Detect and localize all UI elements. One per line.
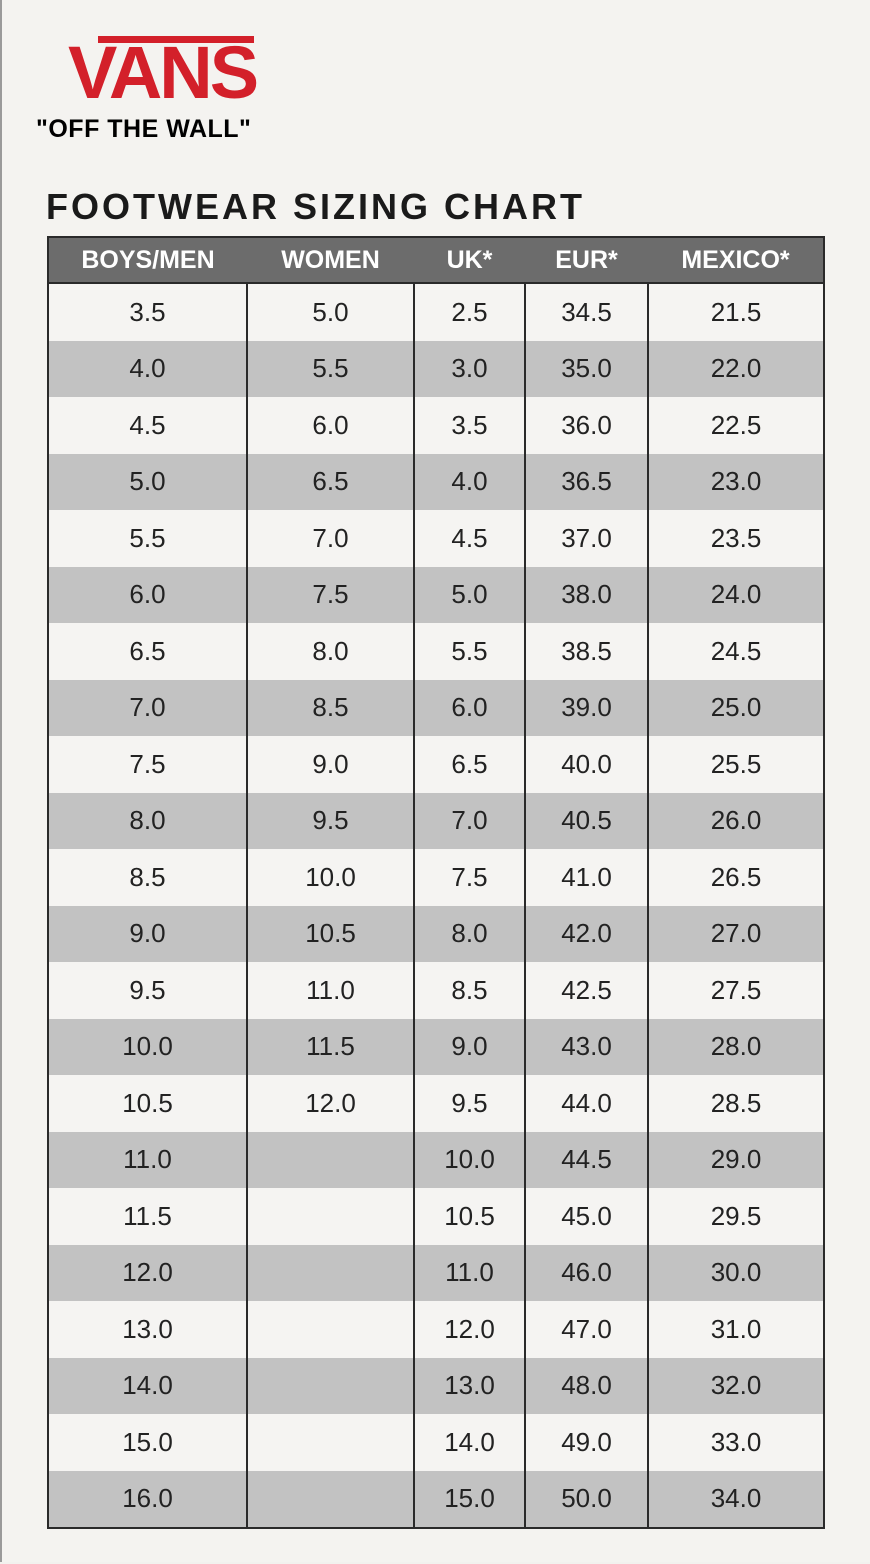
cell-uk: 9.0: [414, 1019, 525, 1076]
cell-mexico: 22.0: [648, 341, 824, 398]
cell-uk: 4.0: [414, 454, 525, 511]
cell-women: 5.0: [247, 283, 414, 341]
cell-uk: 6.5: [414, 736, 525, 793]
table-row: [48, 1358, 824, 1415]
cell-uk: 2.5: [414, 283, 525, 341]
cell-eur: 38.5: [525, 623, 648, 680]
cell-eur: 39.0: [525, 680, 648, 737]
table-row: [48, 454, 824, 511]
column-header-eur: EUR*: [525, 237, 648, 283]
cell-eur: 50.0: [525, 1471, 648, 1529]
table-row: [48, 1414, 824, 1471]
table-row: [48, 1471, 824, 1529]
cell-eur: 34.5: [525, 283, 648, 341]
table-row: [48, 849, 824, 906]
cell-mexico: 33.0: [648, 1414, 824, 1471]
cell-women: 7.5: [247, 567, 414, 624]
cell-mexico: 32.0: [648, 1358, 824, 1415]
cell-boys-men: 16.0: [48, 1471, 247, 1529]
table-row: [48, 397, 824, 454]
cell-boys-men: 3.5: [48, 283, 247, 341]
cell-women: 5.5: [247, 341, 414, 398]
cell-uk: 3.0: [414, 341, 525, 398]
cell-mexico: 24.5: [648, 623, 824, 680]
cell-eur: 38.0: [525, 567, 648, 624]
vans-logo-mark: [68, 30, 258, 106]
cell-boys-men: 12.0: [48, 1245, 247, 1302]
vans-logo: [68, 30, 258, 110]
cell-women: 11.0: [247, 962, 414, 1019]
table-row: [48, 793, 824, 850]
cell-boys-men: 6.5: [48, 623, 247, 680]
cell-eur: 42.0: [525, 906, 648, 963]
cell-boys-men: 8.5: [48, 849, 247, 906]
cell-women: 8.0: [247, 623, 414, 680]
cell-uk: 3.5: [414, 397, 525, 454]
cell-women: [247, 1301, 414, 1358]
cell-eur: 49.0: [525, 1414, 648, 1471]
cell-boys-men: 7.5: [48, 736, 247, 793]
cell-mexico: 24.0: [648, 567, 824, 624]
cell-eur: 45.0: [525, 1188, 648, 1245]
sizing-table: [47, 236, 825, 1529]
table-row: [48, 623, 824, 680]
cell-mexico: 25.5: [648, 736, 824, 793]
cell-boys-men: 5.5: [48, 510, 247, 567]
cell-eur: 40.0: [525, 736, 648, 793]
cell-women: [247, 1132, 414, 1189]
cell-mexico: 28.5: [648, 1075, 824, 1132]
cell-eur: 36.0: [525, 397, 648, 454]
cell-uk: 14.0: [414, 1414, 525, 1471]
cell-eur: 44.0: [525, 1075, 648, 1132]
cell-mexico: 34.0: [648, 1471, 824, 1529]
cell-boys-men: 14.0: [48, 1358, 247, 1415]
table-row: [48, 962, 824, 1019]
cell-mexico: 28.0: [648, 1019, 824, 1076]
table-row: [48, 1132, 824, 1189]
cell-mexico: 25.0: [648, 680, 824, 737]
cell-boys-men: 15.0: [48, 1414, 247, 1471]
cell-mexico: 29.5: [648, 1188, 824, 1245]
cell-women: 9.0: [247, 736, 414, 793]
cell-women: 12.0: [247, 1075, 414, 1132]
table-row: [48, 906, 824, 963]
cell-boys-men: 8.0: [48, 793, 247, 850]
cell-boys-men: 6.0: [48, 567, 247, 624]
table-row: [48, 1301, 824, 1358]
cell-mexico: 22.5: [648, 397, 824, 454]
cell-boys-men: 13.0: [48, 1301, 247, 1358]
cell-women: [247, 1188, 414, 1245]
cell-women: 6.0: [247, 397, 414, 454]
cell-women: 7.0: [247, 510, 414, 567]
cell-uk: 6.0: [414, 680, 525, 737]
cell-mexico: 26.0: [648, 793, 824, 850]
table-row: [48, 341, 824, 398]
cell-mexico: 27.5: [648, 962, 824, 1019]
cell-mexico: 26.5: [648, 849, 824, 906]
cell-women: 11.5: [247, 1019, 414, 1076]
cell-women: [247, 1414, 414, 1471]
table-row: [48, 567, 824, 624]
cell-eur: 40.5: [525, 793, 648, 850]
cell-uk: 15.0: [414, 1471, 525, 1529]
tagline: "OFF THE WALL": [36, 115, 252, 143]
table-row: [48, 283, 824, 341]
cell-uk: 8.5: [414, 962, 525, 1019]
cell-boys-men: 4.0: [48, 341, 247, 398]
cell-eur: 48.0: [525, 1358, 648, 1415]
cell-mexico: 23.5: [648, 510, 824, 567]
table-row: [48, 680, 824, 737]
table-row: [48, 510, 824, 567]
column-header-boys-men: BOYS/MEN: [48, 237, 247, 283]
cell-uk: 12.0: [414, 1301, 525, 1358]
cell-mexico: 31.0: [648, 1301, 824, 1358]
cell-mexico: 23.0: [648, 454, 824, 511]
cell-eur: 37.0: [525, 510, 648, 567]
cell-boys-men: 10.0: [48, 1019, 247, 1076]
table-row: [48, 736, 824, 793]
cell-women: 10.5: [247, 906, 414, 963]
column-header-women: WOMEN: [247, 237, 414, 283]
cell-mexico: 27.0: [648, 906, 824, 963]
cell-mexico: 29.0: [648, 1132, 824, 1189]
cell-uk: 7.0: [414, 793, 525, 850]
cell-uk: 5.5: [414, 623, 525, 680]
cell-uk: 9.5: [414, 1075, 525, 1132]
cell-mexico: 30.0: [648, 1245, 824, 1302]
cell-eur: 42.5: [525, 962, 648, 1019]
cell-eur: 36.5: [525, 454, 648, 511]
cell-uk: 8.0: [414, 906, 525, 963]
cell-boys-men: 9.0: [48, 906, 247, 963]
cell-women: 6.5: [247, 454, 414, 511]
cell-uk: 10.5: [414, 1188, 525, 1245]
table-row: [48, 1188, 824, 1245]
table-header-row: [48, 237, 824, 283]
cell-eur: 46.0: [525, 1245, 648, 1302]
cell-boys-men: 4.5: [48, 397, 247, 454]
cell-boys-men: 5.0: [48, 454, 247, 511]
cell-women: [247, 1245, 414, 1302]
cell-boys-men: 10.5: [48, 1075, 247, 1132]
table-row: [48, 1245, 824, 1302]
cell-uk: 10.0: [414, 1132, 525, 1189]
cell-boys-men: 9.5: [48, 962, 247, 1019]
cell-women: [247, 1471, 414, 1529]
cell-boys-men: 7.0: [48, 680, 247, 737]
table-body: [48, 283, 824, 1528]
vans-logo-text: VANS: [68, 31, 257, 106]
cell-boys-men: 11.5: [48, 1188, 247, 1245]
cell-eur: 35.0: [525, 341, 648, 398]
column-header-uk: UK*: [414, 237, 525, 283]
page-title: FOOTWEAR SIZING CHART: [46, 186, 585, 227]
cell-uk: 13.0: [414, 1358, 525, 1415]
cell-uk: 11.0: [414, 1245, 525, 1302]
cell-eur: 41.0: [525, 849, 648, 906]
cell-women: 8.5: [247, 680, 414, 737]
cell-eur: 43.0: [525, 1019, 648, 1076]
cell-boys-men: 11.0: [48, 1132, 247, 1189]
cell-eur: 47.0: [525, 1301, 648, 1358]
cell-uk: 5.0: [414, 567, 525, 624]
cell-women: [247, 1358, 414, 1415]
cell-uk: 4.5: [414, 510, 525, 567]
cell-women: 10.0: [247, 849, 414, 906]
cell-women: 9.5: [247, 793, 414, 850]
table-row: [48, 1019, 824, 1076]
cell-uk: 7.5: [414, 849, 525, 906]
cell-eur: 44.5: [525, 1132, 648, 1189]
column-header-mexico: MEXICO*: [648, 237, 824, 283]
cell-mexico: 21.5: [648, 283, 824, 341]
table-row: [48, 1075, 824, 1132]
